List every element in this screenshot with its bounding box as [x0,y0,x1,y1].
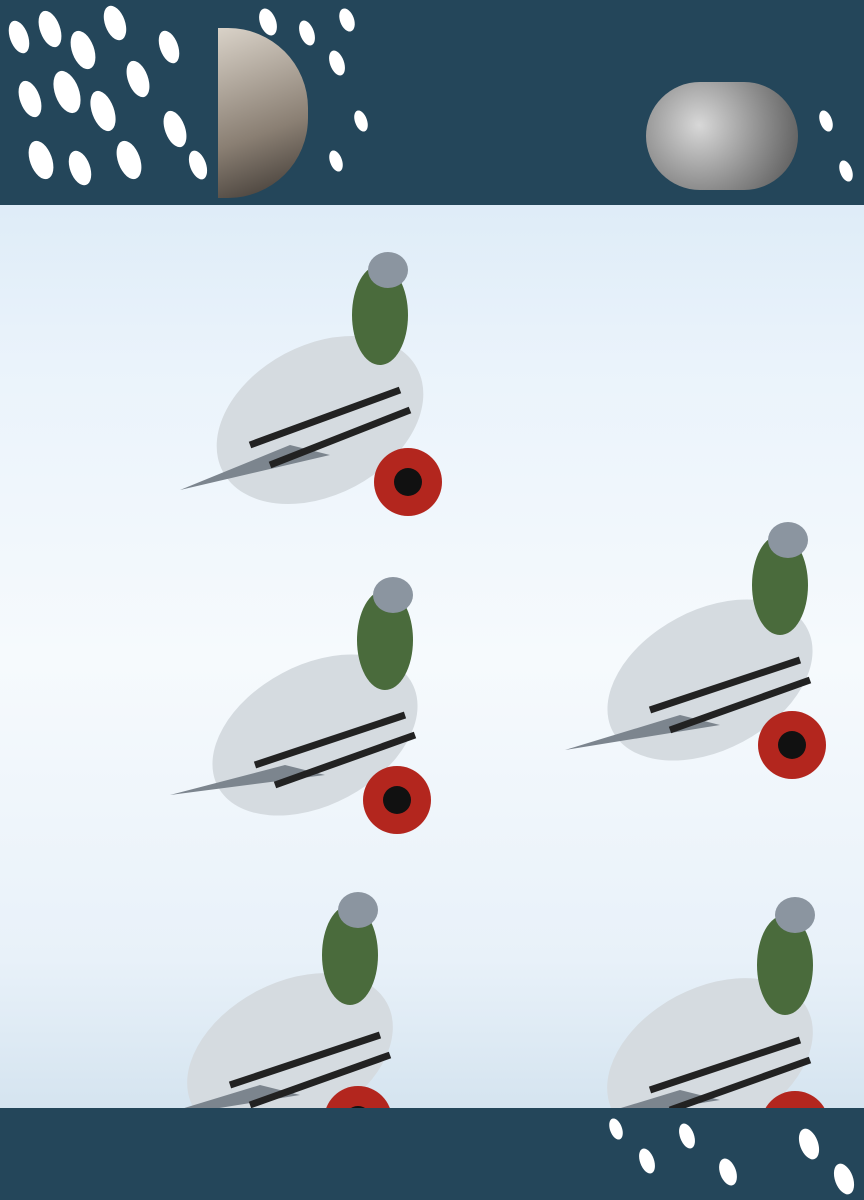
pigeon-full-power-image [170,240,460,530]
pigeon-lucky-7-image [165,565,455,850]
breeder-portrait-photo [646,82,798,190]
footer-band [0,1108,864,1200]
pigeon-grandson-mr-unique-image [560,510,850,800]
